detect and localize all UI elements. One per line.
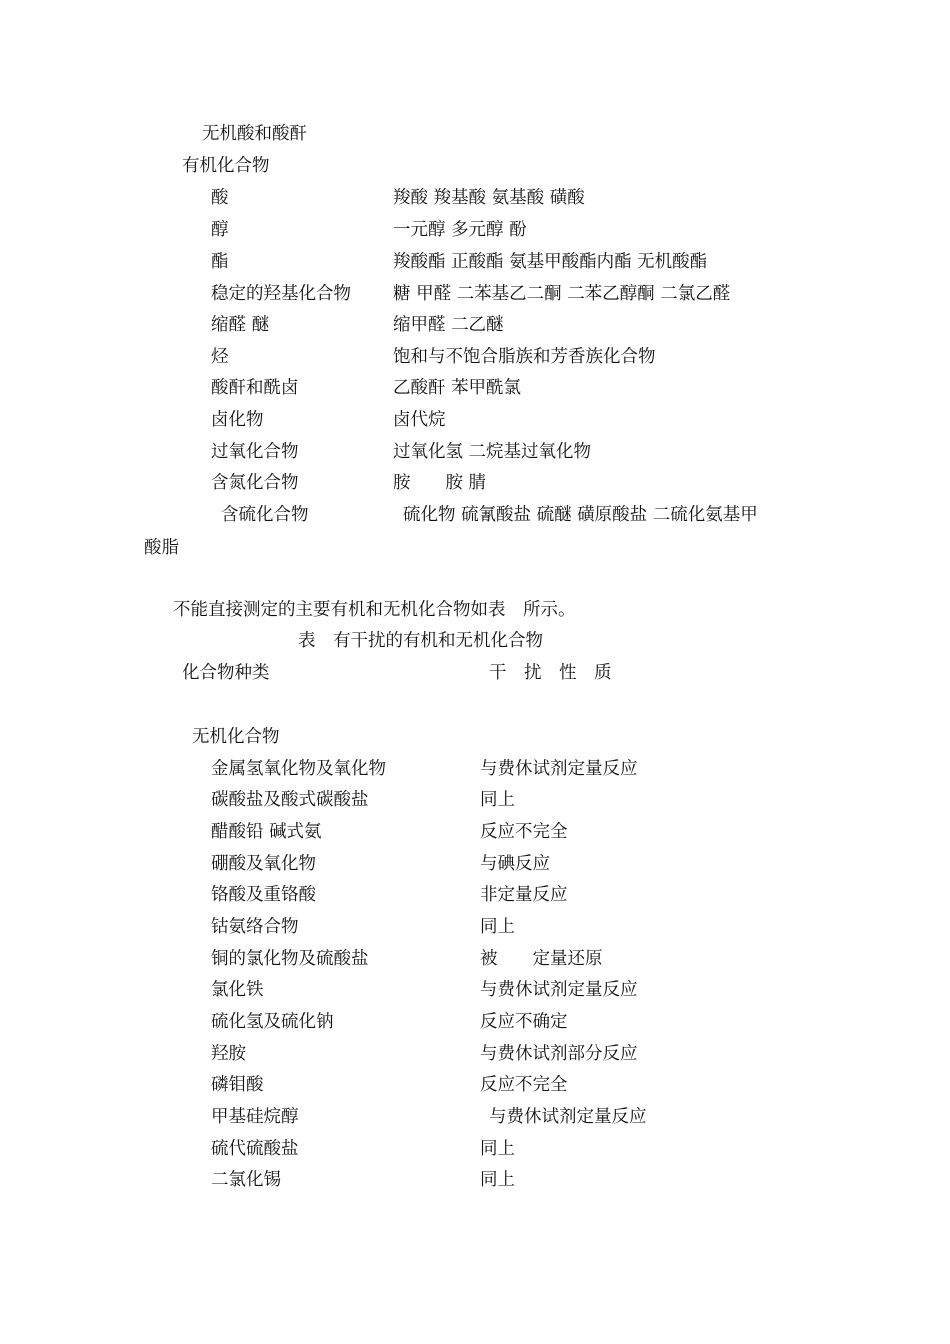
- group-heading: 无机化合物: [192, 727, 280, 747]
- compound-examples: 硫化物 硫氰酸盐 硫醚 磺原酸盐 二硫化氨基甲: [403, 505, 758, 525]
- column-header-kind: 化合物种类: [182, 663, 270, 683]
- nature-cell: 与费休试剂定量反应: [489, 1107, 647, 1127]
- compound-class: 含氮化合物: [211, 473, 299, 493]
- compound-cell: 钴氨络合物: [211, 917, 299, 937]
- compound-examples: 羧酸酯 正酸酯 氨基甲酸酯内酯 无机酸酯: [393, 252, 708, 272]
- organic-compounds-heading: 有机化合物: [182, 156, 270, 176]
- nature-cell: 与费休试剂定量反应: [480, 759, 638, 779]
- compound-cell: 硫代硫酸盐: [211, 1139, 299, 1159]
- compound-examples: 胺 胺 腈: [393, 473, 487, 493]
- compound-examples: 乙酸酐 苯甲酰氯: [393, 378, 522, 398]
- nature-cell: 与费休试剂定量反应: [480, 980, 638, 1000]
- nature-cell: 被 定量还原: [480, 949, 603, 969]
- compound-cell: 碳酸盐及酸式碳酸盐: [211, 790, 369, 810]
- compound-examples: 缩甲醛 二乙醚: [393, 315, 504, 335]
- compound-cell: 磷钼酸: [211, 1075, 264, 1095]
- nature-cell: 反应不完全: [480, 1075, 568, 1095]
- nature-cell: 与碘反应: [480, 854, 550, 874]
- compound-class: 缩醛 醚: [211, 315, 270, 335]
- compound-class: 醇: [211, 220, 229, 240]
- compound-cell: 铬酸及重铬酸: [211, 885, 316, 905]
- compound-class: 过氧化合物: [211, 442, 299, 462]
- compound-cell: 二氯化锡: [211, 1170, 281, 1190]
- nature-cell: 同上: [480, 917, 515, 937]
- inorganic-acids-heading: 无机酸和酸酐: [202, 124, 307, 144]
- compound-examples: 饱和与不饱合脂族和芳香族化合物: [393, 347, 656, 367]
- nature-cell: 同上: [480, 1139, 515, 1159]
- column-header-nature: 干 扰 性 质: [489, 663, 612, 683]
- wrapped-text: 酸脂: [144, 538, 179, 558]
- nature-cell: 反应不确定: [480, 1012, 568, 1032]
- nature-cell: 同上: [480, 1170, 515, 1190]
- compound-class: 卤化物: [211, 410, 264, 430]
- intro-paragraph: 不能直接测定的主要有机和无机化合物如表 所示。: [173, 600, 576, 620]
- compound-class: 酯: [211, 252, 229, 272]
- compound-cell: 金属氢氧化物及氧化物: [211, 759, 386, 779]
- compound-class: 烃: [211, 347, 229, 367]
- compound-examples: 羧酸 羧基酸 氨基酸 磺酸: [393, 188, 585, 208]
- compound-examples: 一元醇 多元醇 酚: [393, 220, 527, 240]
- compound-examples: 卤代烷: [393, 410, 446, 430]
- nature-cell: 同上: [480, 790, 515, 810]
- compound-examples: 过氧化氢 二烷基过氧化物: [393, 442, 592, 462]
- compound-class: 酸: [211, 188, 229, 208]
- compound-cell: 甲基硅烷醇: [211, 1107, 299, 1127]
- compound-cell: 硫化氢及硫化钠: [211, 1012, 334, 1032]
- compound-examples: 糖 甲醛 二苯基乙二酮 二苯乙醇酮 二氯乙醛: [393, 284, 731, 304]
- compound-cell: 铜的氯化物及硫酸盐: [211, 949, 369, 969]
- compound-class: 酸酐和酰卤: [211, 378, 299, 398]
- compound-class: 含硫化合物: [221, 505, 309, 525]
- nature-cell: 反应不完全: [480, 822, 568, 842]
- compound-cell: 醋酸铅 碱式氨: [211, 822, 322, 842]
- table-caption: 表 有干扰的有机和无机化合物: [298, 631, 543, 651]
- nature-cell: 与费休试剂部分反应: [480, 1044, 638, 1064]
- compound-cell: 硼酸及氧化物: [211, 854, 316, 874]
- compound-cell: 氯化铁: [211, 980, 264, 1000]
- compound-class: 稳定的羟基化合物: [211, 284, 351, 304]
- nature-cell: 非定量反应: [480, 885, 568, 905]
- compound-cell: 羟胺: [211, 1044, 246, 1064]
